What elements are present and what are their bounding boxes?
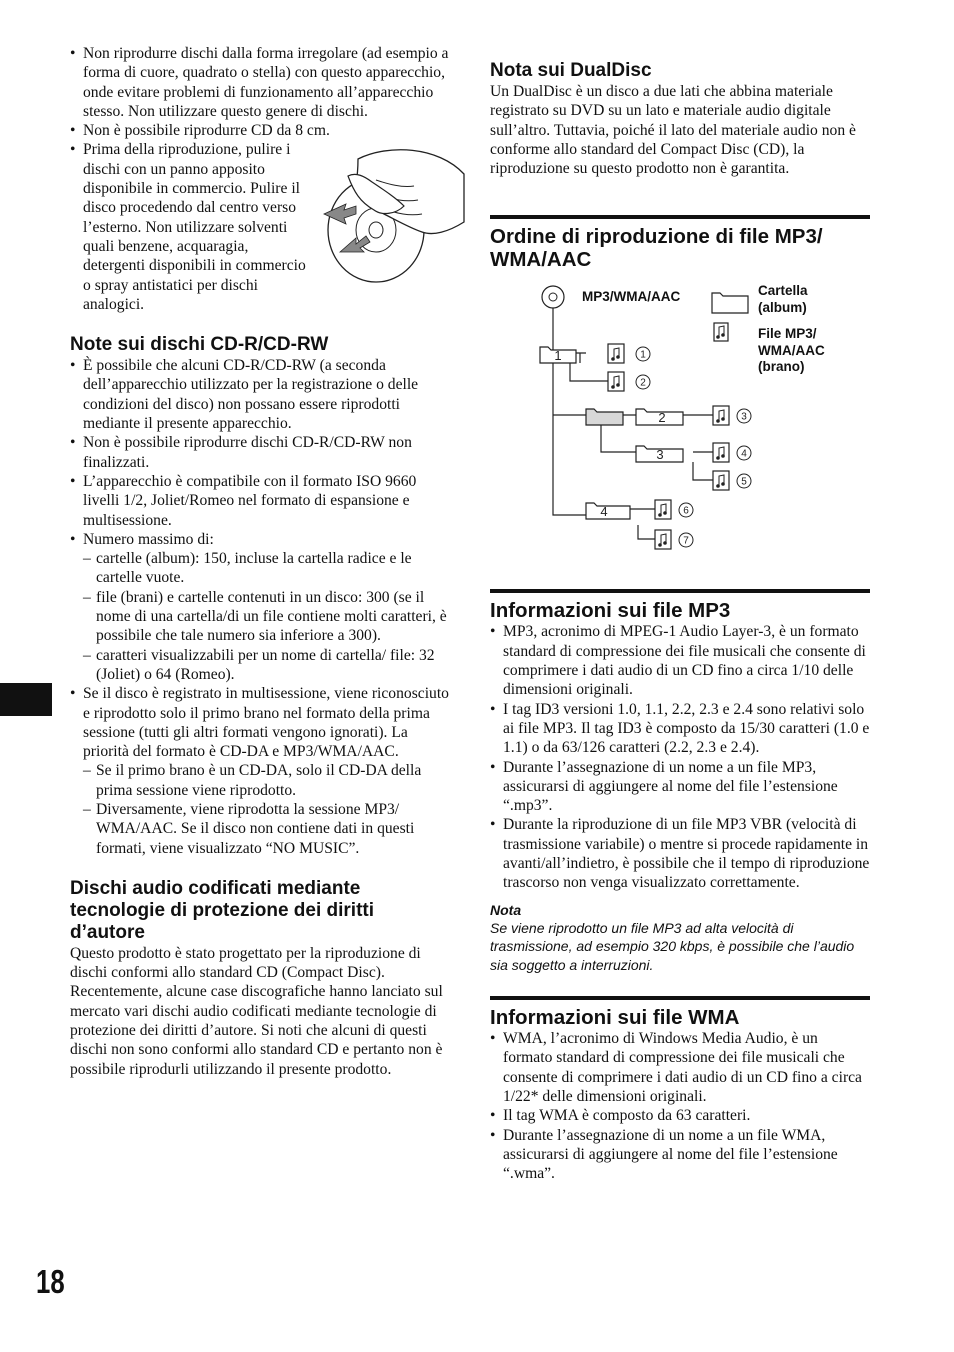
wma-heading: Informazioni sui file WMA — [490, 1006, 740, 1030]
track-number: 5 — [741, 476, 747, 488]
track-number: 4 — [741, 448, 747, 460]
left-column — [70, 44, 454, 1079]
order-section — [490, 215, 870, 583]
music-file-icon — [655, 500, 671, 519]
list-item: • Il tag WMA è composto da 63 caratteri. — [490, 1106, 870, 1125]
track-number: 6 — [683, 505, 689, 517]
copyright-paragraph: Recentemente, alcune case discografiche hanno lanciato sul mercato vari dischi audio codificati mediante tecnologie di protezione dei diritti d’autore. Si noti che alcuni di questi dischi non sono conformi allo standard CD e pertanto non è possibile riprodurli utilizzando il presente prodotto. — [70, 983, 443, 1078]
list-item: • I tag ID3 versioni 1.0, 1.1, 2.2, 2.3 e 2.4 sono relativi solo ai file MP3. Il tag ID3 è composto da 15/30 caratteri (1.0 e 1.1) o da 63/126 caratteri (2.2, 2.3 e 2.4). — [490, 700, 870, 758]
list-item: • WMA, l’acronimo di Windows Media Audio, è un formato standard di compressione dei file musicali che consente di comprimere i dati audio di un CD fino a circa 1/22* delle dimensioni originali. — [490, 1029, 870, 1106]
music-file-legend-icon — [714, 323, 728, 341]
dualdisc-text: Un DualDisc è un disco a due lati che abbina materiale registrato su DVD su un lato e materiale audio digitale sull’altro. Tuttavia, poiché il lato del materiale audio non è conforme allo standard del Compact Disc (CD), la riproduzione su questo prodotto non è garantita. — [490, 83, 856, 178]
disc-handling-list — [70, 44, 454, 314]
dualdisc-heading: Nota sui DualDisc — [490, 60, 652, 81]
list-item: • Non è possibile riprodurre CD da 8 cm. — [70, 121, 454, 140]
mp3-list — [490, 622, 870, 892]
folder-icon — [586, 503, 630, 519]
order-heading: Ordine di riproduzione di file MP3/ WMA/AAC — [490, 225, 823, 272]
list-item: • Se il disco è registrato in multisessione, viene riconosciuto e riprodotto solo il primo brano nel formato della prima sessione (tutti gli altri formati vengono ignorati). La priorità del formato è CD-DA e MP3/WMA/AAC. — [70, 684, 454, 761]
disc-label: MP3/WMA/AAC — [582, 289, 681, 305]
list-item: • È possibile che alcuni CD-R/CD-RW (a seconda dell’apparecchio utilizzato per la registrazione o delle condizioni del disco) non possano essere riprodotti mediante il presente apparecchio. — [70, 356, 454, 433]
list-subitem: – cartelle (album): 150, incluse la cartella radice e le cartelle vuote. — [70, 549, 454, 588]
list-item: • Durante la riproduzione di un file MP3 VBR (velocità di trasmissione variabile) o mentre si procede rapidamente in avanti/all’indietro, è possibile che il tempo di riproduzione trascorso non venga visualizzato correttamente. — [490, 815, 870, 892]
mp3-heading: Informazioni sui file MP3 — [490, 599, 731, 623]
disc-icon — [542, 286, 564, 308]
music-file-icon — [713, 443, 729, 462]
list-subitem: – Se il primo brano è un CD-DA, solo il CD-DA della prima sessione viene riprodotto. — [70, 761, 454, 800]
folder-number: 1 — [554, 348, 562, 364]
music-file-icon — [713, 471, 729, 490]
file-legend-label: File MP3/ WMA/AAC (brano) — [758, 326, 825, 375]
list-subitem: – caratteri visualizzabili per un nome di cartella/ file: 32 (Joliet) o 64 (Romeo). — [70, 646, 454, 685]
page-number: 18 — [36, 1263, 65, 1300]
list-item: • Non è possibile riprodurre dischi CD-R/CD-RW non finalizzati. — [70, 433, 454, 472]
track-number: 2 — [640, 377, 646, 389]
list-subitem: – Diversamente, viene riprodotta la sessione MP3/ WMA/AAC. Se il disco non contiene dati in questi formati, viene visualizzato “NO MUSIC”. — [70, 800, 454, 858]
cdr-notes-list — [70, 356, 454, 858]
right-column — [490, 44, 870, 1184]
cdr-heading: Note sui dischi CD-R/CD-RW — [70, 334, 329, 356]
list-item — [70, 140, 454, 314]
list-item: • MP3, acronimo di MPEG-1 Audio Layer-3, è un formato standard di compressione dei file musicali che consente di comprimere i dati audio di un CD fino a circa 1/10 delle dimensioni originali. — [490, 622, 870, 699]
mp3-note-text: Se viene riprodotto un file MP3 ad alta velocità di trasmissione, ad esempio 320 kbps, è possibile che l’audio sia soggetto a interruzioni. — [490, 919, 855, 973]
music-file-icon — [608, 344, 624, 363]
folder-icon — [586, 409, 623, 425]
cleaning-text: Prima della riproduzione, pulire i dischi con un panno apposito disponibile in commercio. Pulire il disco procedendo dal centro verso l’esterno. Non utilizzare solventi quali benzene, acquaragia, detergenti disponibili in commercio o spray antistatici per dischi analogici. — [83, 141, 306, 313]
wma-list — [490, 1029, 870, 1183]
folder-number: 2 — [658, 410, 666, 426]
section-tab-marker — [0, 683, 52, 716]
music-file-icon — [608, 372, 624, 391]
list-item: • Durante l’assegnazione di un nome a un file MP3, assicurarsi di aggiungere al nome del file l’estensione “.mp3”. — [490, 758, 870, 816]
track-number: 1 — [640, 349, 646, 361]
mp3-note-label: Nota — [490, 901, 522, 918]
list-item: • Non riprodurre dischi dalla forma irregolare (ad esempio a forma di cuore, quadrato o stella) con questo apparecchio, onde evitare problemi di funzionamento all’apparecchio stesso. Non utilizzare questo genere di dischi. — [70, 44, 454, 121]
track-number: 3 — [741, 411, 747, 423]
track-number: 7 — [683, 535, 689, 547]
wma-section — [490, 996, 870, 1183]
copyright-heading: Dischi audio codificati mediante tecnologie di protezione dei diritti d’autore — [70, 877, 375, 943]
folder-number: 3 — [656, 447, 664, 463]
music-file-icon — [655, 530, 671, 549]
list-subitem: – file (brani) e cartelle contenuti in un disco: 300 (se il nome di una cartella/di un file contiene molti caratteri, è possibile che tale numero sia inferiore a 300). — [70, 588, 454, 646]
list-item: • Durante l’assegnazione di un nome a un file WMA, assicurarsi di aggiungere al nome del file l’estensione “.wma”. — [490, 1126, 870, 1184]
folder-number: 4 — [600, 504, 608, 520]
list-item: • L’apparecchio è compatibile con il formato ISO 9660 livelli 1/2, Joliet/Romeo nel formato di espansione e multisessione. — [70, 472, 454, 530]
list-item: • Numero massimo di: — [70, 530, 454, 549]
folder-legend-icon — [712, 293, 748, 313]
mp3-section — [490, 589, 870, 974]
disc-cleaning-illustration — [318, 144, 466, 306]
playback-order-diagram — [490, 283, 870, 583]
folder-legend-label: Cartella (album) — [758, 283, 808, 315]
music-file-icon — [713, 406, 729, 425]
copyright-paragraph: Questo prodotto è stato progettato per la riproduzione di dischi conformi allo standard CD (Compact Disc). — [70, 944, 421, 982]
